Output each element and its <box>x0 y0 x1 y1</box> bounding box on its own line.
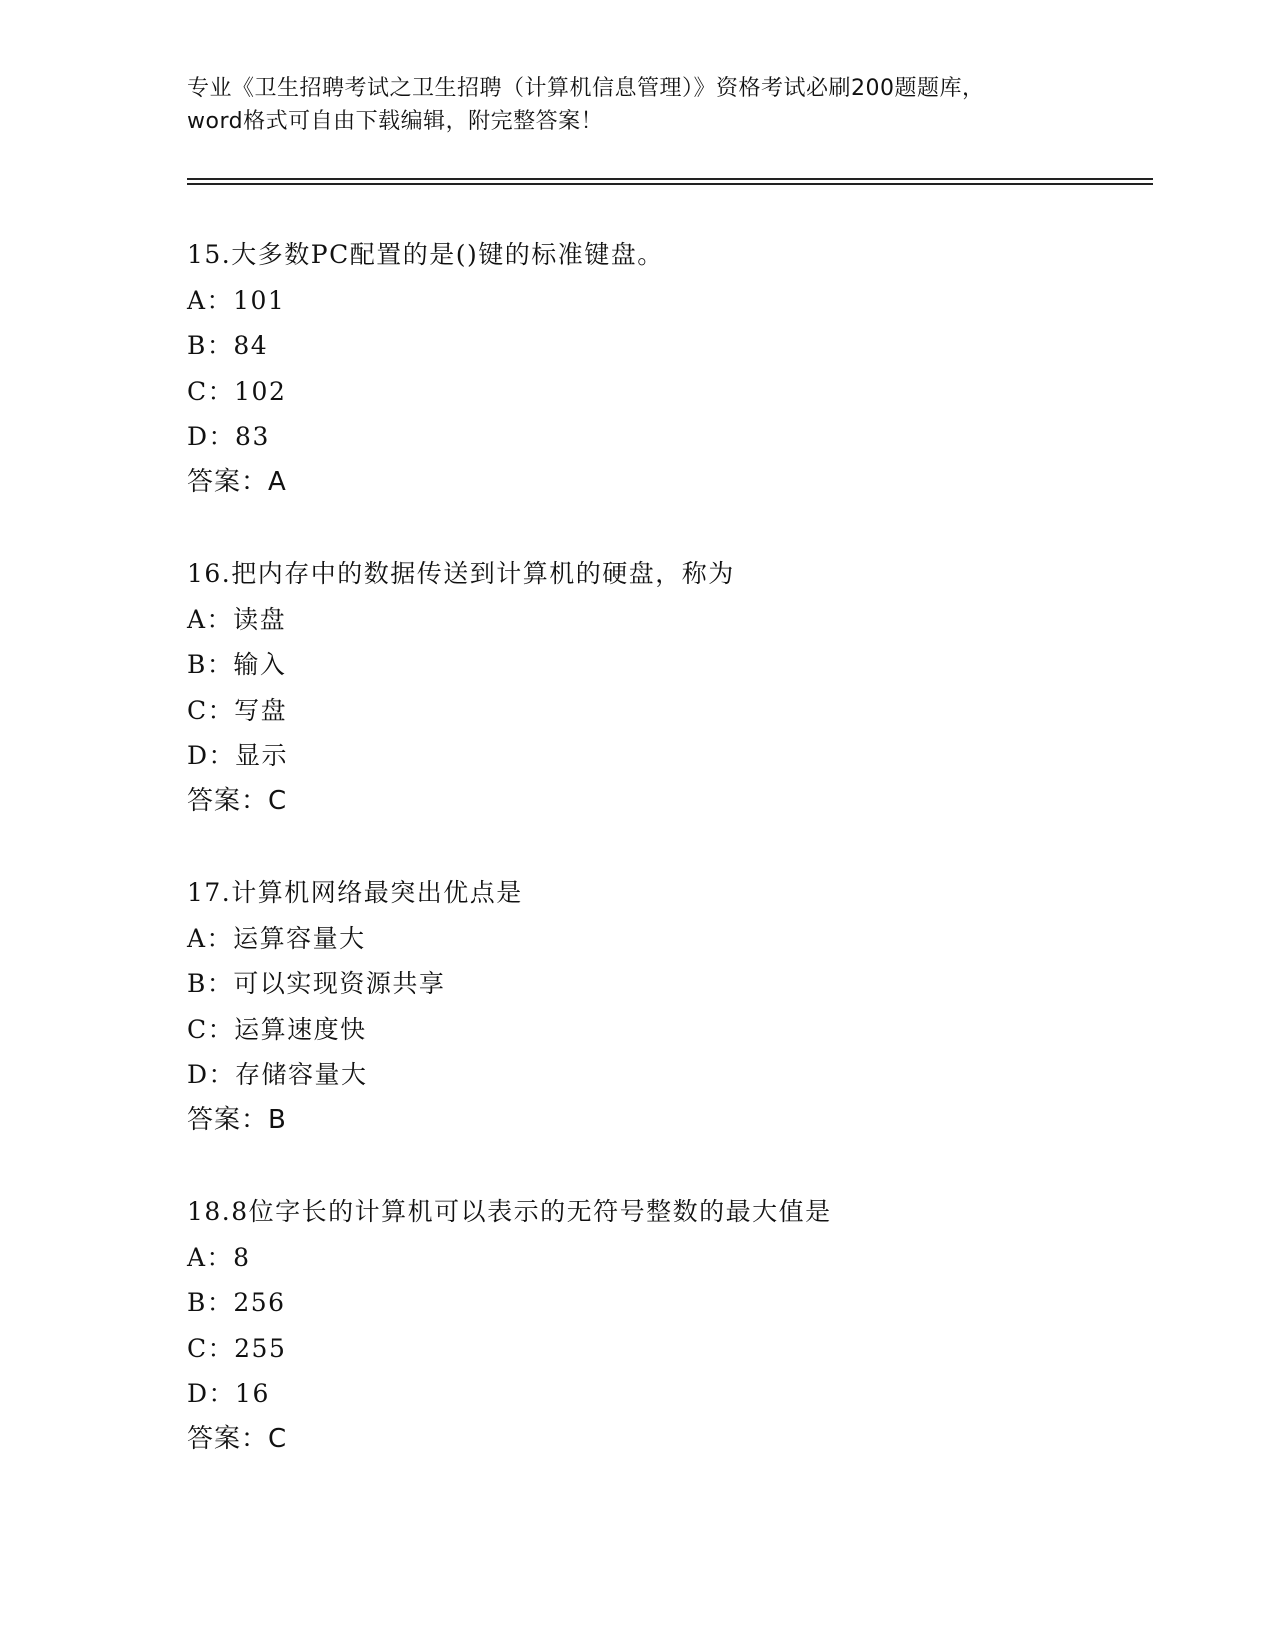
question-stem: 15.大多数PC配置的是()键的标准键盘。 <box>187 240 664 269</box>
option-c <box>187 369 1153 415</box>
option-text: 101 <box>233 285 286 315</box>
option-letter: C： <box>187 1014 235 1044</box>
option-letter: D： <box>187 741 236 770</box>
answer-value: B <box>268 1104 287 1135</box>
option-d <box>187 1371 1153 1417</box>
option-letter: B： <box>187 1288 234 1317</box>
option-a <box>187 597 1153 643</box>
question-16 <box>187 551 1153 870</box>
option-letter: C： <box>187 695 235 725</box>
answer-line <box>187 1098 1153 1144</box>
option-text: 102 <box>234 376 287 406</box>
option-letter: A： <box>187 923 234 953</box>
option-text: 存储容量大 <box>235 1060 368 1089</box>
option-c <box>187 688 1153 734</box>
question-stem: 18.8位字长的计算机可以表示的无符号整数的最大值是 <box>187 1197 832 1226</box>
header-divider-top <box>187 178 1153 180</box>
option-c <box>187 1326 1153 1372</box>
option-letter: A： <box>187 604 234 634</box>
question-18 <box>187 1189 1153 1508</box>
option-b <box>187 1280 1153 1326</box>
option-letter: D： <box>187 422 236 451</box>
option-b <box>187 642 1153 688</box>
option-text: 16 <box>235 1379 270 1408</box>
header-line-1: 专业《卫生招聘考试之卫生招聘（计算机信息管理）》资格考试必刷200题题库， <box>187 76 985 101</box>
option-letter: A： <box>187 285 234 315</box>
question-stem: 16.把内存中的数据传送到计算机的硬盘，称为 <box>187 559 735 588</box>
option-text: 显示 <box>235 741 289 770</box>
option-letter: B： <box>187 331 234 360</box>
option-text: 运算容量大 <box>233 923 366 953</box>
option-text: 可以实现资源共享 <box>233 969 446 998</box>
option-d <box>187 1052 1153 1098</box>
document-header <box>187 72 1087 138</box>
option-a <box>187 278 1153 324</box>
option-letter: B： <box>187 650 234 679</box>
option-letter: D： <box>187 1379 236 1408</box>
option-text: 8 <box>233 1242 251 1272</box>
option-a <box>187 916 1153 962</box>
option-b <box>187 323 1153 369</box>
answer-label: 答案： <box>187 466 269 497</box>
question-15 <box>187 232 1153 551</box>
option-text: 写盘 <box>234 695 288 725</box>
option-text: 运算速度快 <box>234 1014 367 1044</box>
option-letter: B： <box>187 969 234 998</box>
question-17 <box>187 870 1153 1189</box>
option-text: 83 <box>235 422 270 451</box>
option-text: 84 <box>233 331 269 360</box>
option-a <box>187 1235 1153 1281</box>
answer-label: 答案： <box>187 785 269 816</box>
option-letter: C： <box>187 1333 235 1363</box>
question-list <box>187 232 1153 1508</box>
option-letter: A： <box>187 1242 234 1272</box>
option-letter: D： <box>187 1060 236 1089</box>
option-text: 255 <box>234 1333 287 1363</box>
option-b <box>187 961 1153 1007</box>
answer-line <box>187 460 1153 506</box>
option-text: 读盘 <box>233 604 287 634</box>
option-letter: C： <box>187 376 235 406</box>
option-text: 输入 <box>233 650 287 679</box>
option-c <box>187 1007 1153 1053</box>
answer-label: 答案： <box>187 1104 269 1135</box>
answer-line <box>187 1417 1153 1463</box>
question-stem: 17.计算机网络最突出优点是 <box>187 878 523 907</box>
option-text: 256 <box>233 1288 286 1317</box>
answer-value: A <box>268 466 287 497</box>
header-divider-bottom <box>187 183 1153 185</box>
answer-label: 答案： <box>187 1423 269 1454</box>
option-d <box>187 414 1153 460</box>
answer-value: C <box>268 785 288 816</box>
header-line-2: word格式可自由下载编辑，附完整答案！ <box>187 109 604 134</box>
answer-line <box>187 779 1153 825</box>
answer-value: C <box>268 1423 288 1454</box>
option-d <box>187 733 1153 779</box>
